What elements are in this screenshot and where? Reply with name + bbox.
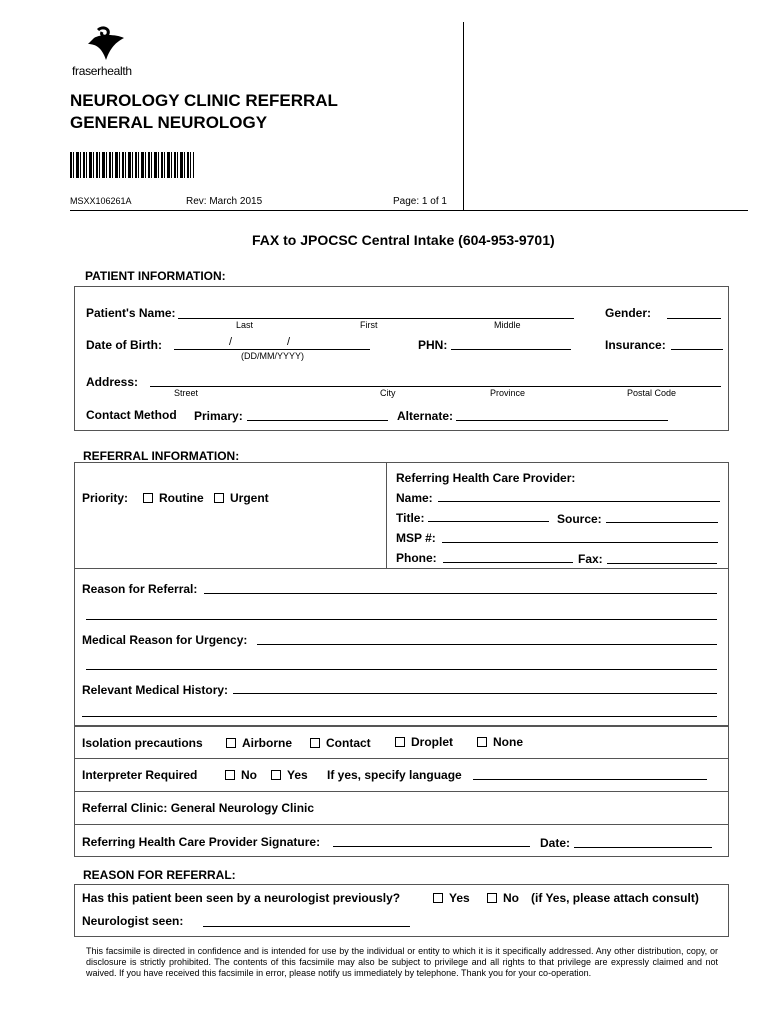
airborne-box-icon <box>226 738 236 748</box>
insurance-field[interactable] <box>671 349 723 350</box>
fax-label: Fax: <box>578 552 603 566</box>
fax-line: FAX to JPOCSC Central Intake (604-953-9701) <box>252 232 555 248</box>
seen-no-box-icon <box>487 893 497 903</box>
referral-col-divider <box>386 462 387 568</box>
dob-format-caption: (DD/MM/YYYY) <box>241 351 304 361</box>
dob-slash-1: / <box>229 336 233 348</box>
provider-title-label: Title: <box>396 511 425 525</box>
signature-label: Referring Health Care Provider Signature: <box>82 835 321 849</box>
barcode <box>70 152 194 178</box>
brand-name: fraserhealth <box>72 64 132 78</box>
reason-label: Reason for Referral: <box>82 582 198 596</box>
provider-name-field[interactable] <box>438 501 720 502</box>
interpreter-label: Interpreter Required <box>82 768 198 782</box>
alternate-label: Alternate: <box>397 409 454 423</box>
isolation-label: Isolation precautions <box>82 736 203 750</box>
provider-title-field[interactable] <box>428 521 549 522</box>
signature-date-label: Date: <box>540 836 571 850</box>
header-divider-vertical <box>463 22 464 210</box>
priority-label: Priority: <box>82 491 129 505</box>
phn-field[interactable] <box>451 349 571 350</box>
reason-field-1[interactable] <box>204 593 717 594</box>
neurologist-seen-field[interactable] <box>203 926 410 927</box>
msp-label: MSP #: <box>396 531 436 545</box>
header-divider-horizontal <box>70 210 748 211</box>
language-field[interactable] <box>473 779 707 780</box>
referral-row-divider-2 <box>74 725 729 727</box>
patient-section-title: PATIENT INFORMATION: <box>85 269 226 283</box>
dob-field[interactable] <box>174 349 370 350</box>
neurologist-question: Has this patient been seen by a neurologist previously? <box>82 891 401 905</box>
primary-label: Primary: <box>194 409 243 423</box>
droplet-box-icon <box>395 737 405 747</box>
referral-clinic: Referral Clinic: General Neurology Clinic <box>82 801 315 815</box>
language-label: If yes, specify language <box>327 768 462 782</box>
neurologist-seen-label: Neurologist seen: <box>82 914 184 928</box>
urgent-box-icon <box>214 493 224 503</box>
primary-field[interactable] <box>247 420 388 421</box>
provider-title: Referring Health Care Provider: <box>396 471 576 485</box>
reason-field-2[interactable] <box>86 619 717 620</box>
routine-checkbox[interactable]: Routine <box>143 491 204 505</box>
source-label: Source: <box>557 512 602 526</box>
none-checkbox[interactable]: None <box>477 735 523 749</box>
history-label: Relevant Medical History: <box>82 683 229 697</box>
referral-row-divider-5 <box>74 824 729 825</box>
seen-no-checkbox[interactable]: No <box>487 891 519 905</box>
urgency-field-1[interactable] <box>257 644 717 645</box>
phone-label: Phone: <box>396 551 437 565</box>
middle-caption: Middle <box>494 320 521 330</box>
urgency-field-2[interactable] <box>86 669 717 670</box>
source-field[interactable] <box>606 522 718 523</box>
history-field-2[interactable] <box>82 716 717 717</box>
patient-name-label: Patient's Name: <box>86 306 176 320</box>
form-code: MSXX106261A <box>70 196 132 206</box>
city-caption: City <box>380 388 396 398</box>
referral-row-divider-3 <box>74 758 729 759</box>
contact-checkbox[interactable]: Contact <box>310 736 371 750</box>
province-caption: Province <box>490 388 526 398</box>
street-caption: Street <box>174 388 199 398</box>
interpreter-no-checkbox[interactable]: No <box>225 768 257 782</box>
seen-yes-checkbox[interactable]: Yes <box>433 891 470 905</box>
dob-slash-2: / <box>287 336 291 348</box>
contact-method-label: Contact Method <box>86 408 177 422</box>
none-box-icon <box>477 737 487 747</box>
interpreter-yes-checkbox[interactable]: Yes <box>271 768 308 782</box>
first-caption: First <box>360 320 378 330</box>
referral-row-divider-1 <box>74 568 729 569</box>
signature-field[interactable] <box>333 846 530 847</box>
last-caption: Last <box>236 320 254 330</box>
gender-label: Gender: <box>605 306 652 320</box>
msp-field[interactable] <box>442 542 718 543</box>
referral-section-title: REFERRAL INFORMATION: <box>83 449 240 463</box>
fax-field[interactable] <box>607 563 717 564</box>
routine-box-icon <box>143 493 153 503</box>
patient-name-field[interactable] <box>178 318 574 319</box>
form-title-line2: GENERAL NEUROLOGY <box>70 113 268 132</box>
dob-label: Date of Birth: <box>86 338 162 352</box>
provider-name-label: Name: <box>396 491 433 505</box>
contact-box-icon <box>310 738 320 748</box>
confidentiality-disclaimer: This facsimile is directed in confidence and is intended for use by the individual or entity to which it is it specifically addressed. Any other distribution, copy, or disclosure is strictly prohibited. The contents of this facsimile may also be subject to privilege and all rights to that privilege are expressly claimed and not waived. If you have received this facsimile in error, please notify us immediately by telephone. Thank you for your co-operation. <box>86 946 718 978</box>
revision: Rev: March 2015 <box>186 196 263 207</box>
attach-note: (if Yes, please attach consult) <box>531 891 699 905</box>
form-title-line1: NEUROLOGY CLINIC REFERRAL <box>70 91 338 110</box>
gender-field[interactable] <box>667 318 721 319</box>
phone-field[interactable] <box>443 562 573 563</box>
referral-row-divider-4 <box>74 791 729 792</box>
page-number: Page: 1 of 1 <box>393 196 447 207</box>
insurance-label: Insurance: <box>605 338 666 352</box>
reason-section-title: REASON FOR REFERRAL: <box>83 868 236 882</box>
logo-mark-icon <box>80 26 130 62</box>
signature-date-field[interactable] <box>574 847 712 848</box>
alternate-field[interactable] <box>456 420 668 421</box>
airborne-checkbox[interactable]: Airborne <box>226 736 292 750</box>
urgency-label: Medical Reason for Urgency: <box>82 633 248 647</box>
fraserhealth-logo <box>70 26 140 80</box>
urgent-checkbox[interactable]: Urgent <box>214 491 269 505</box>
postal-caption: Postal Code <box>627 388 677 398</box>
address-field[interactable] <box>150 386 721 387</box>
interpreter-yes-box-icon <box>271 770 281 780</box>
interpreter-no-box-icon <box>225 770 235 780</box>
droplet-checkbox[interactable]: Droplet <box>395 735 453 749</box>
seen-yes-box-icon <box>433 893 443 903</box>
phn-label: PHN: <box>418 338 448 352</box>
history-field-1[interactable] <box>233 693 717 694</box>
address-label: Address: <box>86 375 139 389</box>
